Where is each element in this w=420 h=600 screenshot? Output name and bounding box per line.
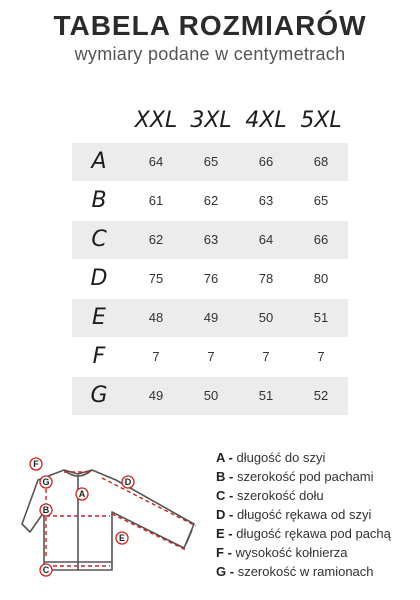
- table-cell: 75: [148, 271, 164, 286]
- table-cell: 62: [148, 232, 164, 247]
- table-row-c: [72, 221, 348, 259]
- marker-e: [116, 532, 128, 544]
- svg-text:B: B: [42, 505, 50, 515]
- table-cell: 61: [148, 193, 164, 208]
- row-label: E: [92, 305, 106, 330]
- table-cell: 50: [258, 310, 274, 325]
- table-cell: 64: [258, 232, 274, 247]
- svg-text:D: D: [124, 477, 132, 487]
- table-cell: 51: [313, 310, 329, 325]
- table-cell: 66: [258, 154, 274, 169]
- svg-text:C: C: [42, 565, 50, 575]
- marker-f: [30, 458, 42, 470]
- table-row-e: [72, 299, 348, 337]
- table-cell: 7: [317, 349, 325, 364]
- svg-text:A: A: [78, 489, 86, 499]
- marker-c: [40, 564, 52, 576]
- legend-item-f: [216, 545, 348, 560]
- legend-item-b: [216, 469, 374, 484]
- table-cell: 66: [313, 232, 329, 247]
- table-cell: 65: [203, 154, 219, 169]
- legend-text: szerokość dołu: [236, 488, 324, 503]
- table-cell: 7: [207, 349, 215, 364]
- legend-key: D: [216, 507, 226, 522]
- legend-key: A: [216, 450, 225, 465]
- legend-item-e: [216, 526, 391, 541]
- row-label: A: [91, 149, 107, 174]
- table-cell: 65: [313, 193, 329, 208]
- table-cell: 76: [203, 271, 219, 286]
- svg-text:G: G: [42, 477, 50, 487]
- legend-item-a: [216, 450, 325, 465]
- table-cell: 63: [203, 232, 219, 247]
- legend-item-c: [216, 488, 324, 503]
- legend-text: długość do szyi: [236, 450, 326, 465]
- table-cell: 49: [148, 388, 164, 403]
- size-header-5xl: 5XL: [300, 108, 342, 133]
- table-cell: 63: [258, 193, 274, 208]
- legend-text: szerokość w ramionach: [237, 564, 374, 579]
- legend-separator: -: [223, 545, 236, 560]
- legend-key: F: [216, 545, 224, 560]
- row-label: C: [91, 227, 107, 252]
- legend-key: E: [216, 526, 225, 541]
- legend-separator: -: [225, 488, 237, 503]
- legend-key: C: [216, 488, 226, 503]
- table-row-f: [72, 338, 348, 376]
- table-cell: 7: [152, 349, 160, 364]
- marker-g: [40, 476, 52, 488]
- legend-key: B: [216, 469, 226, 484]
- legend-item-d: [216, 507, 371, 522]
- row-label: B: [91, 188, 107, 213]
- legend-separator: -: [224, 450, 237, 465]
- legend-item-g: [216, 564, 374, 579]
- jacket-diagram: [16, 452, 216, 592]
- legend-text: długość rękawa od szyi: [236, 507, 372, 522]
- table-cell: 52: [313, 388, 329, 403]
- table-cell: 50: [203, 388, 219, 403]
- table-row-d: [72, 260, 348, 298]
- table-row-a: [72, 143, 348, 181]
- legend-separator: -: [225, 507, 237, 522]
- table-cell: 48: [148, 310, 164, 325]
- legend-separator: -: [225, 469, 237, 484]
- table-cell: 80: [313, 271, 329, 286]
- table-cell: 68: [313, 154, 329, 169]
- page-subtitle: wymiary podane w centymetrach: [74, 44, 346, 64]
- table-cell: 49: [203, 310, 219, 325]
- legend-text: długość rękawa pod pachą: [236, 526, 391, 541]
- size-header-xxl: XXL: [134, 108, 178, 133]
- table-row-b: [72, 182, 348, 220]
- legend-key: G: [216, 564, 227, 579]
- measure-lines: [46, 472, 196, 566]
- svg-text:E: E: [118, 533, 126, 543]
- marker-a: [76, 488, 88, 500]
- marker-b: [40, 504, 52, 516]
- row-label: F: [92, 344, 106, 369]
- svg-text:F: F: [33, 459, 39, 469]
- page-title: TABELA ROZMIARÓW: [53, 10, 367, 41]
- table-cell: 64: [148, 154, 164, 169]
- marker-d: [122, 476, 134, 488]
- table-cell: 51: [258, 388, 274, 403]
- legend-text: szerokość pod pachami: [236, 469, 374, 484]
- row-label: D: [90, 266, 108, 291]
- table-cell: 78: [258, 271, 274, 286]
- table-row-g: [72, 377, 348, 415]
- table-cell: 7: [262, 349, 270, 364]
- size-header-3xl: 3XL: [190, 108, 232, 133]
- table-cell: 62: [203, 193, 219, 208]
- row-label: G: [90, 383, 108, 408]
- legend-separator: -: [224, 526, 237, 541]
- size-header-4xl: 4XL: [245, 108, 287, 133]
- legend-text: wysokość kołnierza: [235, 545, 348, 560]
- legend-separator: -: [226, 564, 238, 579]
